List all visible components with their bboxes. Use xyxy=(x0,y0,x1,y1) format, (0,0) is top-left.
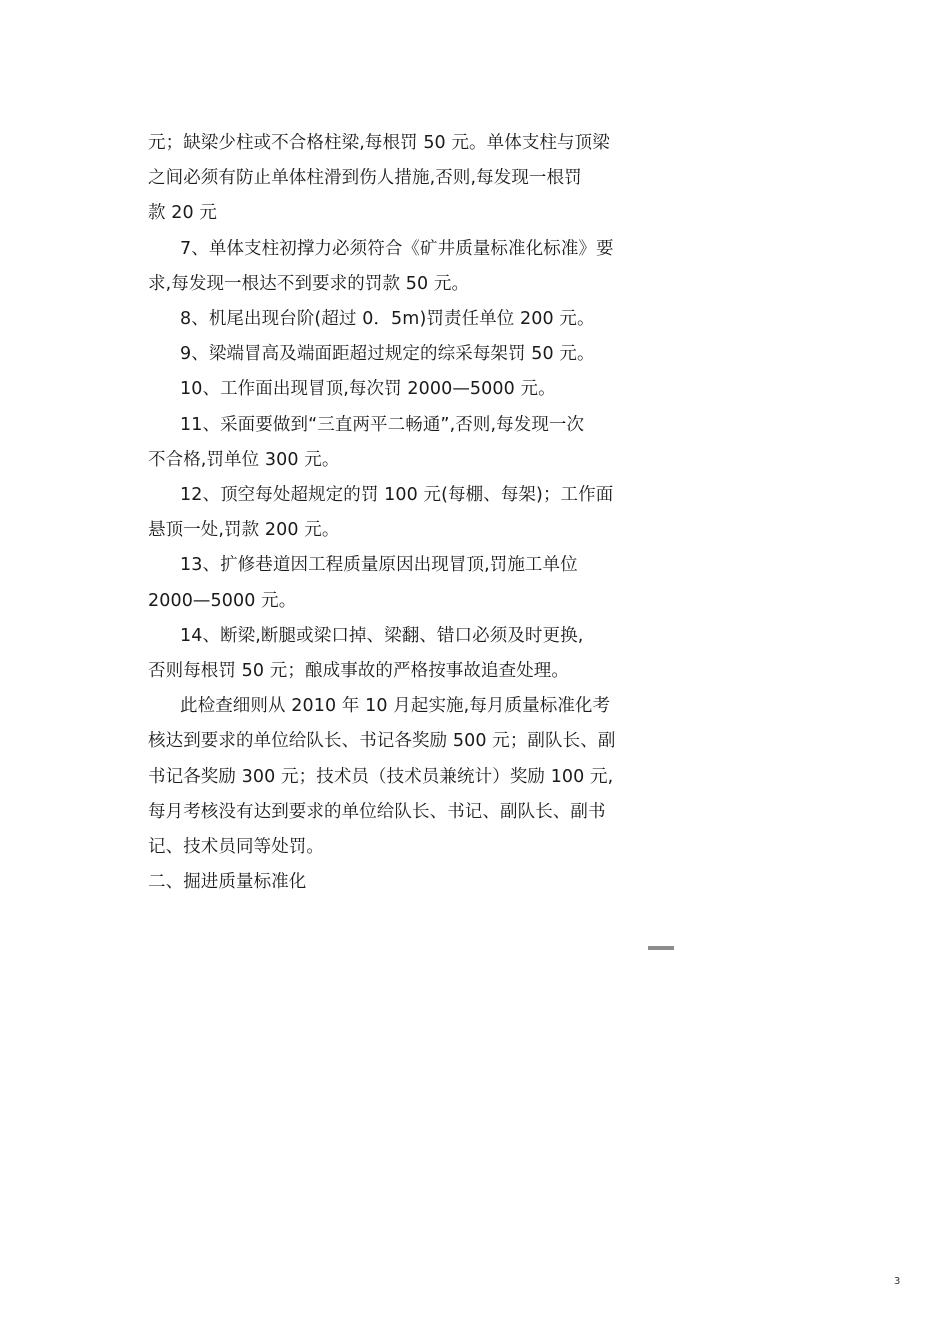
text-line: 12、顶空每处超规定的罚 100 元(每棚、每架)；工作面 xyxy=(180,485,614,506)
text-line: 之间必须有防止单体柱滑到伤人措施,否则,每发现一根罚 xyxy=(148,168,582,189)
text-line: 14、断梁,断腿或梁口掉、梁翻、错口必须及时更换, xyxy=(180,625,584,646)
text-line: 核达到要求的单位给队长、书记各奖励 500 元；副队长、副 xyxy=(148,731,616,752)
text-line: 此检查细则从 2010 年 10 月起实施,每月质量标准化考 xyxy=(180,696,611,717)
text-line: 否则每根罚 50 元；酿成事故的严格按事故追查处理。 xyxy=(148,661,569,682)
text-line: 9、梁端冒高及端面距超过规定的综采每架罚 50 元。 xyxy=(180,344,595,365)
text-line: 11、采面要做到“三直两平二畅通”,否则,每发现一次 xyxy=(180,414,585,435)
text-line: 2000—5000 元。 xyxy=(148,590,297,611)
text-line: 书记各奖励 300 元；技术员（技术员兼统计）奖励 100 元, xyxy=(148,766,614,787)
document-body xyxy=(148,126,633,900)
text-line: 元；缺梁少柱或不合格柱梁,每根罚 50 元。单体支柱与顶梁 xyxy=(148,133,610,153)
text-line: 7、单体支柱初撑力必须符合《矿井质量标准化标准》要 xyxy=(180,238,614,259)
text-line: 二、掘进质量标准化 xyxy=(148,872,307,893)
text-line: 不合格,罚单位 300 元。 xyxy=(148,449,340,470)
text-line: 10、工作面出现冒顶,每次罚 2000—5000 元。 xyxy=(180,379,556,400)
text-line: 款 20 元 xyxy=(148,203,217,224)
page-number: 3 xyxy=(894,1276,901,1287)
text-line: 记、技术员同等处罚。 xyxy=(148,837,324,858)
text-line: 悬顶一处,罚款 200 元。 xyxy=(148,520,340,541)
text-line: 每月考核没有达到要求的单位给队长、书记、副队长、副书 xyxy=(148,801,606,822)
text-line: 8、机尾出现台阶(超过 0．5m)罚责任单位 200 元。 xyxy=(180,309,595,330)
text-line: 13、扩修巷道因工程质量原因出现冒顶,罚施工单位 xyxy=(180,555,578,576)
section-mark xyxy=(648,946,674,950)
text-line: 求,每发现一根达不到要求的罚款 50 元。 xyxy=(148,273,470,294)
